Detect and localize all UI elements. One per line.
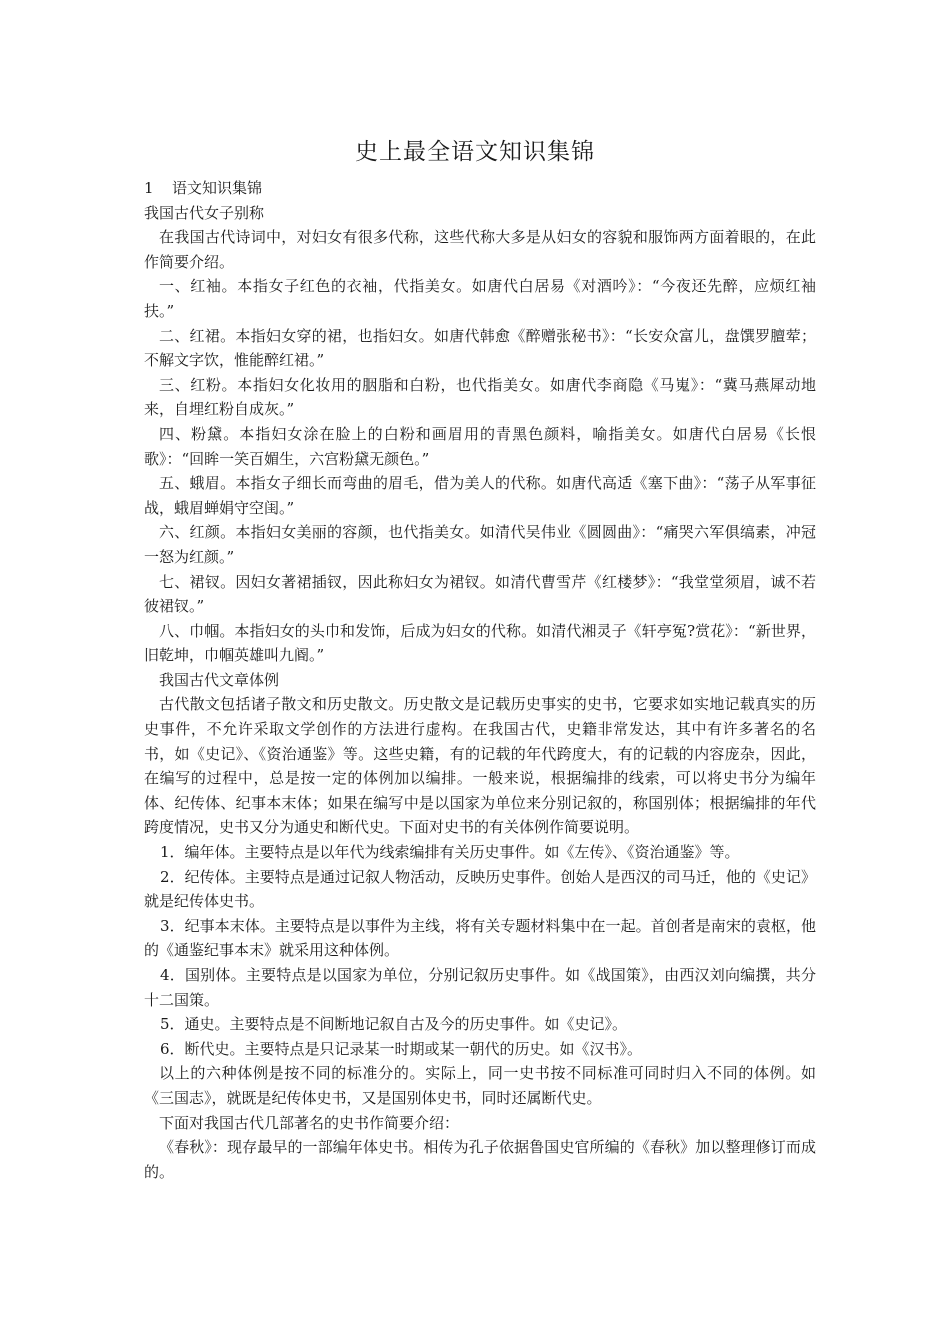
- list-item: 3．纪事本末体。主要特点是以事件为主线，将有关专题材料集中在一起。首创者是南宋的袁枢，他的《通鉴纪事本末》就采用这种体例。: [144, 916, 816, 960]
- subtitle-women-names: 我国古代女子别称: [144, 203, 265, 222]
- document-body: [144, 176, 816, 1184]
- paragraph: 六、红颜。本指妇女美丽的容颜，也代指美女。如清代吴伟业《圆圆曲》：“痛哭六军俱缟素，冲冠一怒为红颜。”: [144, 523, 816, 566]
- paragraph: 五、蛾眉。本指女子细长而弯曲的眉毛，借为美人的代称。如唐代高适《塞下曲》：“荡子从军事征战，蛾眉蝉娟守空闺。”: [144, 474, 816, 517]
- paragraph: 在我国古代诗词中，对妇女有很多代称，这些代称大多是从妇女的容貌和服饰两方面着眼的，在此作简要介绍。: [144, 228, 816, 271]
- paragraph: 古代散文包括诸子散文和历史散文。历史散文是记载历史事实的史书，它要求如实地记载真实的历史事件，不允许采取文学创作的方法进行虚构。在我国古代，史籍非常发达，其中有许多著名的名书，如《史记》、《资治通鉴》等。这些史籍，有的记载的年代跨度大，有的记载的内容庞杂，因此，在编写的过程中，总是按一定的体例加以编排。一般来说，根据编排的线索，可以将史书分为编年体、纪传体、纪事本末体；如果在编写中是以国家为单位来分别记叙的，称国别体；根据编排的年代跨度情况，史书又分为通史和断代史。下面对史书的有关体例作简要说明。: [144, 695, 816, 837]
- subtitle-article-styles: 我国古代文章体例: [159, 670, 280, 689]
- list-item: 5．通史。主要特点是不间断地记叙自古及今的历史事件。如《史记》。: [160, 1015, 628, 1034]
- list-item: 4．国别体。主要特点是以国家为单位，分别记叙历史事件。如《战国策》，由西汉刘向编撰，共分十二国策。: [144, 966, 816, 1009]
- paragraph: 七、裙钗。因妇女著裙插钗，因此称妇女为裙钗。如清代曹雪芹《红楼梦》：“我堂堂须眉，诚不若彼裙钗。”: [144, 572, 816, 616]
- paragraph: 《春秋》：现存最早的一部编年体史书。相传为孔子依据鲁国史官所编的《春秋》加以整理修订而成的。: [144, 1138, 816, 1181]
- list-item: 6．断代史。主要特点是只记录某一时期或某一朝代的历史。如《汉书》。: [160, 1039, 643, 1058]
- paragraph: 下面对我国古代几部著名的史书作简要介绍：: [159, 1113, 460, 1132]
- section-number: 1: [144, 179, 154, 197]
- list-item: 2．纪传体。主要特点是通过记叙人物活动，反映历史事件。创始人是西汉的司马迁，他的《史记》就是纪传体史书。: [144, 867, 816, 911]
- section-title: 语文知识集锦: [172, 179, 263, 197]
- paragraph: 四、粉黛。本指妇女涂在脸上的白粉和画眉用的青黑色颜料，喻指美女。如唐代白居易《长恨歌》：“回眸一笑百媚生，六宫粉黛无颜色。”: [144, 424, 816, 468]
- section-heading: [144, 176, 816, 201]
- paragraph: 二、红裙。本指妇女穿的裙，也指妇女。如唐代韩愈《醉赠张秘书》：“长安众富儿，盘馔罗膻荤；不解文字饮，惟能醉红裙。”: [144, 326, 816, 370]
- list-item: 1．编年体。主要特点是以年代为线索编排有关历史事件。如《左传》、《资治通鉴》等。: [160, 843, 740, 862]
- paragraph: 三、红粉。本指妇女化妆用的胭脂和白粉，也代指美女。如唐代李商隐《马嵬》：“冀马燕犀动地来，自埋红粉自成灰。”: [144, 375, 816, 419]
- paragraph: 八、巾帼。本指妇女的头巾和发饰，后成为妇女的代称。如清代湘灵子《轩亭冤?赏花》：“新世界，旧乾坤，巾帼英雄叫九阍。”: [144, 621, 816, 665]
- paragraph: 以上的六种体例是按不同的标准分的。实际上，同一史书按不同标准可同时归入不同的体例。如《三国志》，就既是纪传体史书，又是国别体史书，同时还属断代史。: [144, 1064, 816, 1107]
- document-title: 史上最全语文知识集锦: [355, 139, 595, 165]
- paragraph: 一、红袖。本指女子红色的衣袖，代指美女。如唐代白居易《对酒吟》：“今夜还先醉，应烦红袖扶。”: [144, 277, 816, 320]
